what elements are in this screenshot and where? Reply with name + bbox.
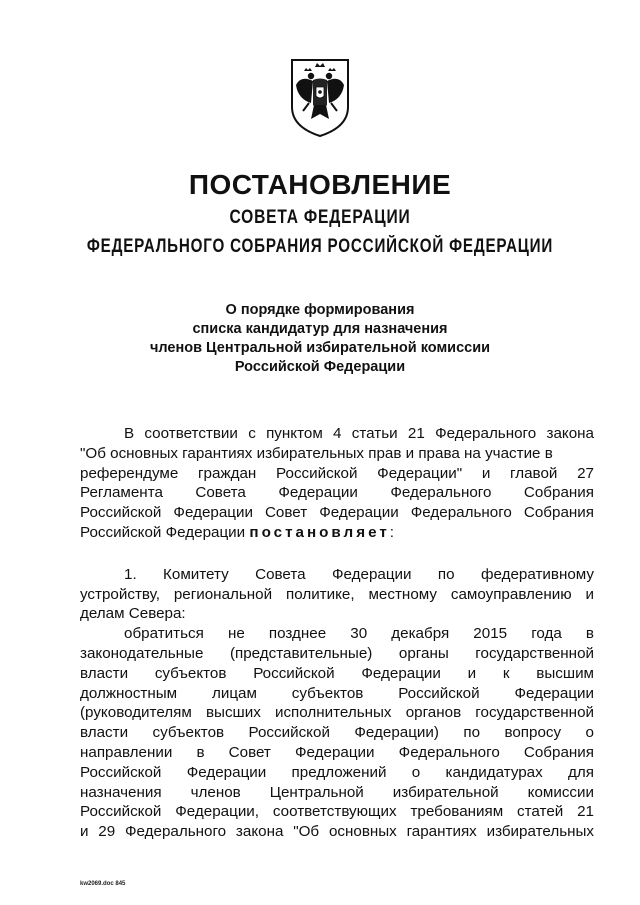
- preamble-line: "Об основных гарантиях избирательных прав и права на участие в: [80, 444, 553, 462]
- item1-body-line: должностным лицам субъектов Российской Федерации: [80, 684, 594, 702]
- preamble-line: В соответствии с пунктом 4 статьи 21 Федерального закона: [124, 425, 594, 442]
- item1-line: устройству, региональной политике, местному самоуправлению и: [80, 585, 594, 603]
- preamble-line: референдуме граждан Российской Федерации" и главой 27: [80, 464, 594, 482]
- item1-body-line: Российской Федерации, соответствующих требованиям статей 21: [80, 803, 594, 821]
- item1-body-line: власти субъектов Российской Федерации и к высшим: [80, 664, 594, 682]
- item1-body-line: Российской Федерации предложений о кандидатурах для: [80, 763, 594, 781]
- subject-line: О порядке формирования: [225, 302, 415, 318]
- item1-body-line: и 29 Федерального закона "Об основных гарантиях избирательных: [80, 823, 594, 841]
- document-subject: [0, 301, 640, 377]
- preamble-line: Регламента Совета Федерации Федерального Собрания: [80, 484, 594, 502]
- item1-body-line: законодательные (представительные) органы государственной: [80, 644, 594, 662]
- item1-line: 1. Комитету Совета Федерации по федеративному: [124, 565, 594, 583]
- preamble-line: Российской Федерации Совет Федерации Федерального Собрания: [80, 504, 594, 522]
- item1-body-line: власти субъектов Российской Федерации) по вопросу о: [80, 724, 594, 742]
- coat-of-arms-icon: [289, 57, 351, 139]
- item1-body-line: направлении в Совет Федерации Федерального Собрания: [80, 743, 594, 761]
- document-subtitle-line1: СОВЕТА ФЕДЕРАЦИИ: [229, 207, 411, 228]
- item1-body-line: (руководителям высших исполнительных органов государственной: [80, 704, 594, 722]
- preamble-line: Российской Федерации: [80, 523, 246, 541]
- document-body: [80, 424, 594, 842]
- item1-line: делам Севера:: [80, 605, 186, 623]
- decree-word: постановляет: [249, 523, 390, 541]
- decree-colon: :: [389, 523, 394, 541]
- document-title: ПОСТАНОВЛЕНИЕ: [188, 169, 452, 200]
- subject-line: списка кандидатур для назначения: [192, 321, 448, 337]
- item1-body-line: назначения членов Центральной избирательной комиссии: [80, 783, 594, 801]
- document-subtitle-line2: ФЕДЕРАЛЬНОГО СОБРАНИЯ РОССИЙСКОЙ ФЕДЕРАЦИИ: [86, 236, 554, 257]
- preamble-last-line: [80, 523, 594, 543]
- subject-line: членов Центральной избирательной комиссии: [149, 340, 491, 356]
- item1-body-line: обратиться не позднее 30 декабря 2015 года в: [124, 625, 594, 643]
- document-footer: kw2069.doc 845: [80, 881, 126, 887]
- subject-line: Российской Федерации: [234, 359, 406, 375]
